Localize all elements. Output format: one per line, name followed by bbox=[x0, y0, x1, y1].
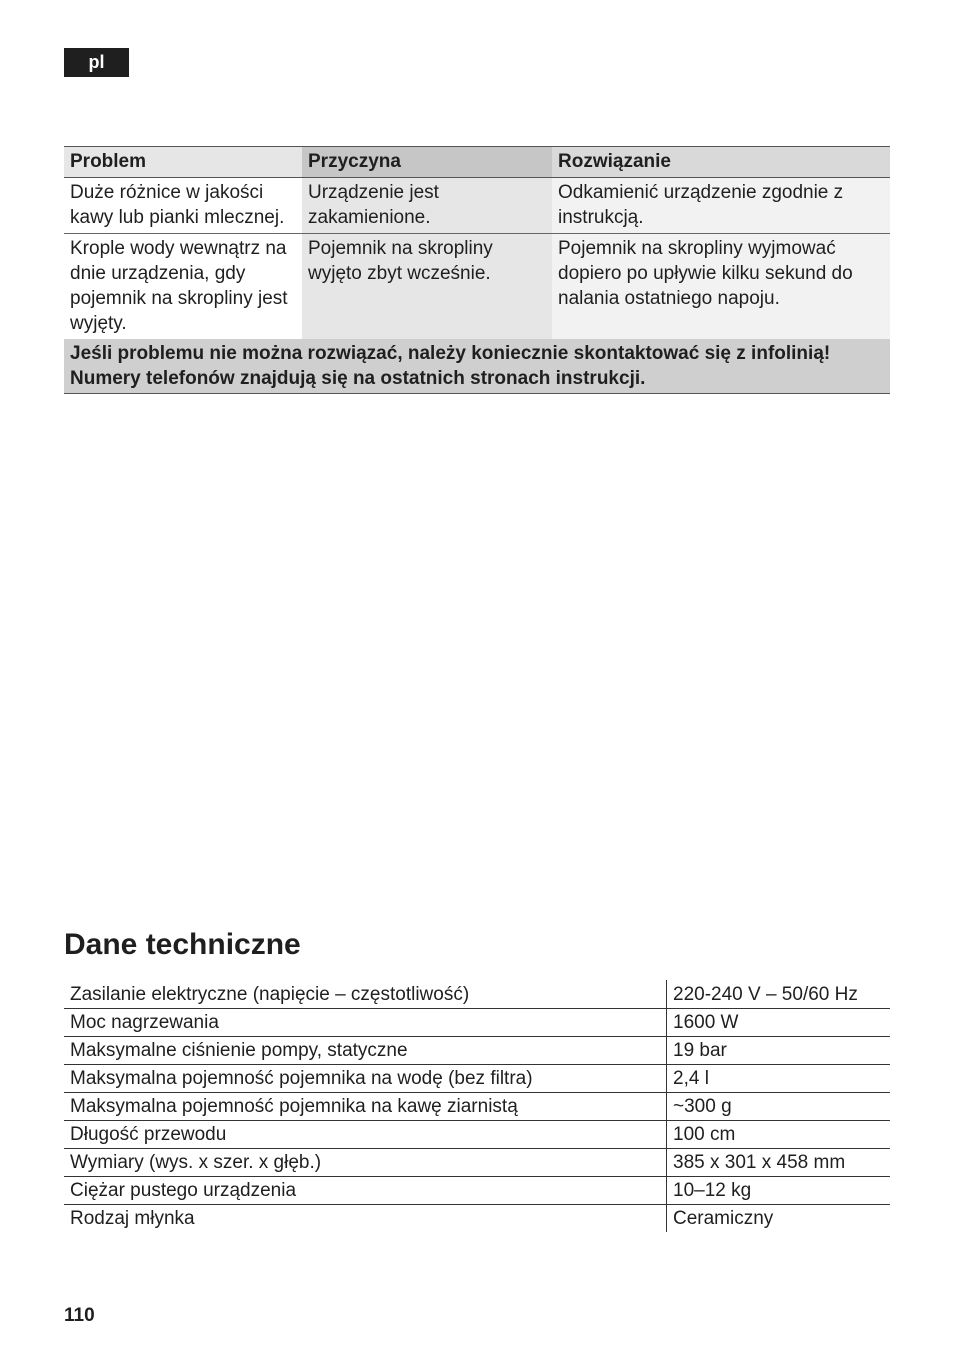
spec-label: Maksymalne ciśnienie pompy, statyczne bbox=[64, 1037, 667, 1065]
tech-data-table bbox=[64, 980, 890, 1232]
cause-cell: Urządzenie jest zakamienione. bbox=[302, 178, 552, 234]
spec-value: 100 cm bbox=[667, 1121, 891, 1149]
troubleshooting-table bbox=[64, 146, 890, 394]
problem-cell: Krople wody wewnątrz na dnie urządzenia, gdy pojemnik na skropliny jest wyjęty. bbox=[64, 234, 302, 340]
spec-label: Zasilanie elektryczne (napięcie – częstotliwość) bbox=[64, 980, 667, 1009]
solution-cell: Odkamienić urządzenie zgodnie z instrukcją. bbox=[552, 178, 890, 234]
table-row bbox=[64, 1093, 890, 1121]
header-problem: Problem bbox=[64, 147, 302, 178]
table-row bbox=[64, 1177, 890, 1205]
table-row bbox=[64, 1205, 890, 1233]
spec-value: ~300 g bbox=[667, 1093, 891, 1121]
table-row bbox=[64, 178, 890, 234]
hotline-note-line1: Jeśli problemu nie można rozwiązać, należy koniecznie skontaktować się z infolinią! bbox=[70, 343, 831, 364]
section-title: Dane techniczne bbox=[64, 928, 301, 961]
spec-value: Ceramiczny bbox=[673, 1208, 774, 1229]
table-row bbox=[64, 980, 890, 1009]
page-number: 110 bbox=[64, 1305, 95, 1326]
hotline-note-row bbox=[64, 339, 890, 394]
spec-label: Ciężar pustego urządzenia bbox=[64, 1177, 667, 1205]
spec-label: Wymiary (wys. x szer. x głęb.) bbox=[64, 1149, 667, 1177]
spec-value: 1600 W bbox=[667, 1009, 891, 1037]
troubleshooting-header-row bbox=[64, 147, 890, 178]
cause-cell: Pojemnik na skropliny wyjęto zbyt wcześnie. bbox=[302, 234, 552, 340]
hotline-note bbox=[64, 339, 890, 394]
spec-label: Długość przewodu bbox=[64, 1121, 667, 1149]
table-row bbox=[64, 1009, 890, 1037]
spec-label: Rodzaj młynka bbox=[64, 1205, 667, 1233]
table-row bbox=[64, 234, 890, 340]
spec-value: 10–12 kg bbox=[667, 1177, 891, 1205]
table-row bbox=[64, 1121, 890, 1149]
spec-value: 2,4 l bbox=[667, 1065, 891, 1093]
solution-cell: Pojemnik na skropliny wyjmować dopiero po upływie kilku sekund do nalania ostatniego napoju. bbox=[552, 234, 890, 340]
hotline-note-line2: Numery telefonów znajdują się na ostatnich stronach instrukcji. bbox=[70, 368, 646, 389]
header-cause: Przyczyna bbox=[302, 147, 552, 178]
spec-value: 19 bar bbox=[667, 1037, 891, 1065]
header-solution: Rozwiązanie bbox=[552, 147, 890, 178]
language-tab: pl bbox=[64, 48, 129, 77]
spec-label: Maksymalna pojemność pojemnika na wodę (bez filtra) bbox=[64, 1065, 667, 1093]
problem-cell: Duże różnice w jakości kawy lub pianki mlecznej. bbox=[64, 178, 302, 234]
table-row bbox=[64, 1149, 890, 1177]
spec-label: Moc nagrzewania bbox=[64, 1009, 667, 1037]
table-row bbox=[64, 1037, 890, 1065]
spec-value: 385 x 301 x 458 mm bbox=[667, 1149, 891, 1177]
spec-label: Maksymalna pojemność pojemnika na kawę ziarnistą bbox=[64, 1093, 667, 1121]
spec-value: 220-240 V – 50/60 Hz bbox=[667, 980, 891, 1009]
table-row bbox=[64, 1065, 890, 1093]
